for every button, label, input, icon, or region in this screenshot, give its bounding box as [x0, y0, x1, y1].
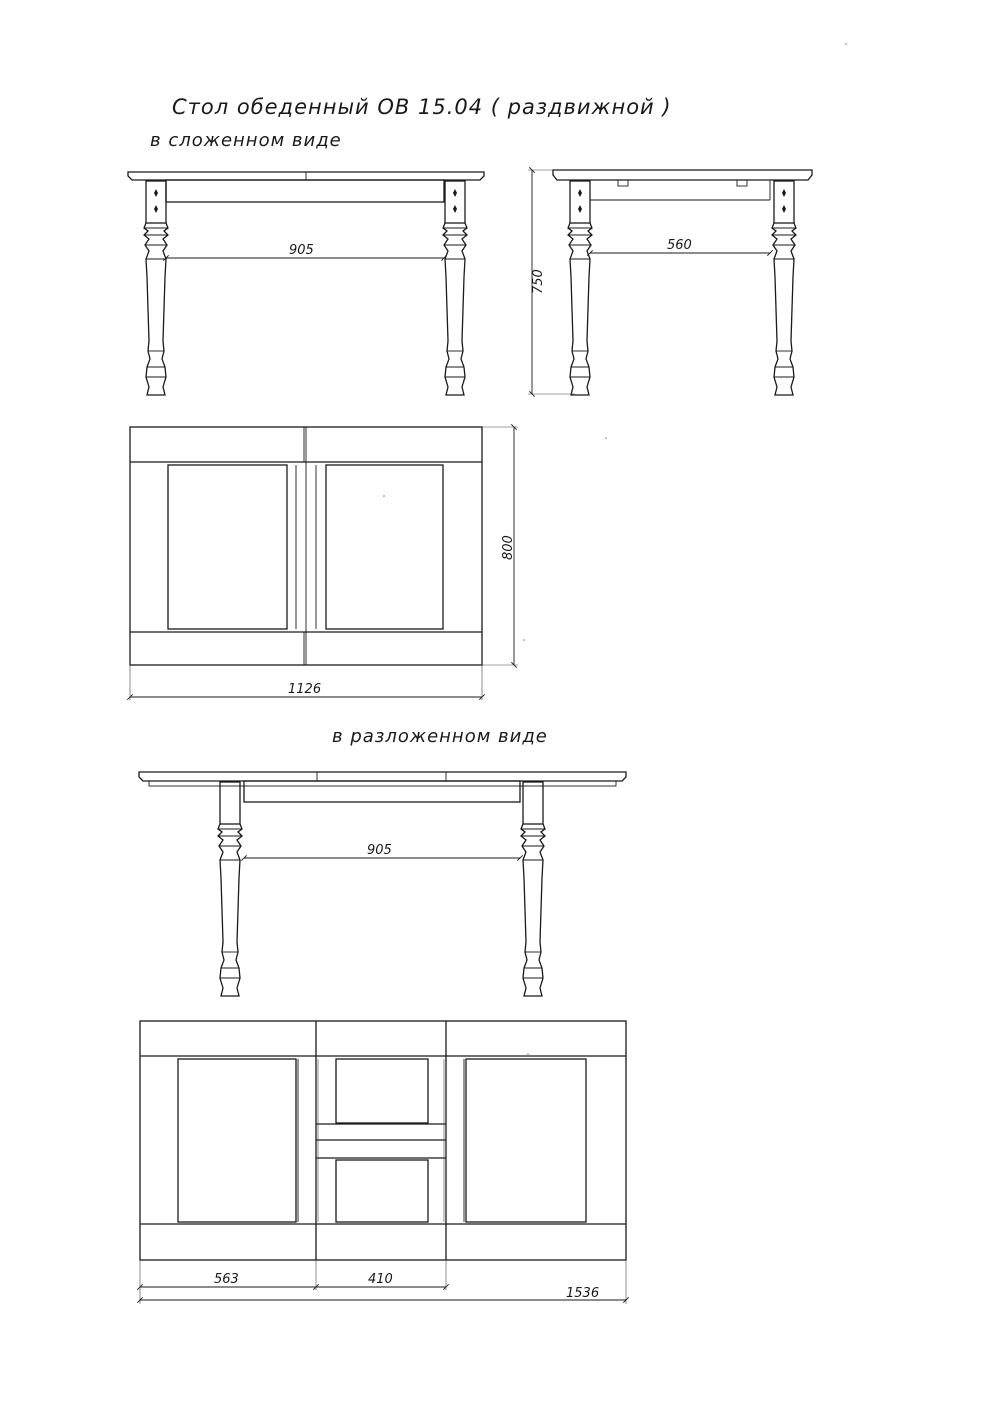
folded-side-view	[528, 170, 812, 395]
folded-side-right-leg	[772, 181, 796, 395]
dim-folded-plan-length: 1126	[288, 682, 322, 697]
folded-plan-view	[130, 427, 518, 700]
folded-front-view	[128, 172, 484, 395]
unfolded-front-right-leg	[521, 782, 545, 996]
unfolded-front-view	[139, 772, 626, 996]
unfolded-plan-view	[140, 1021, 626, 1304]
dim-folded-side-inner: 560	[667, 238, 692, 253]
folded-front-right-leg	[443, 181, 467, 395]
folded-side-left-leg	[568, 181, 592, 395]
unfolded-front-left-leg	[218, 782, 242, 996]
drawing-title: Стол обеденный ОВ 15.04 ( раздвижной )	[172, 95, 672, 119]
dim-folded-front-inner: 905	[289, 243, 314, 258]
folded-front-left-leg	[144, 181, 168, 395]
dim-unfolded-leaf-part: 563	[214, 1272, 239, 1287]
dim-unfolded-front-inner: 905	[367, 843, 392, 858]
dim-height: 750	[531, 269, 546, 294]
dim-folded-plan-depth: 800	[501, 535, 516, 560]
dim-unfolded-total: 1536	[566, 1286, 600, 1301]
scan-specks	[383, 43, 847, 1055]
folded-section-label: в сложенном виде	[150, 130, 342, 151]
unfolded-section-label: в разложенном виде	[332, 726, 548, 747]
dim-unfolded-insert: 410	[368, 1272, 393, 1287]
